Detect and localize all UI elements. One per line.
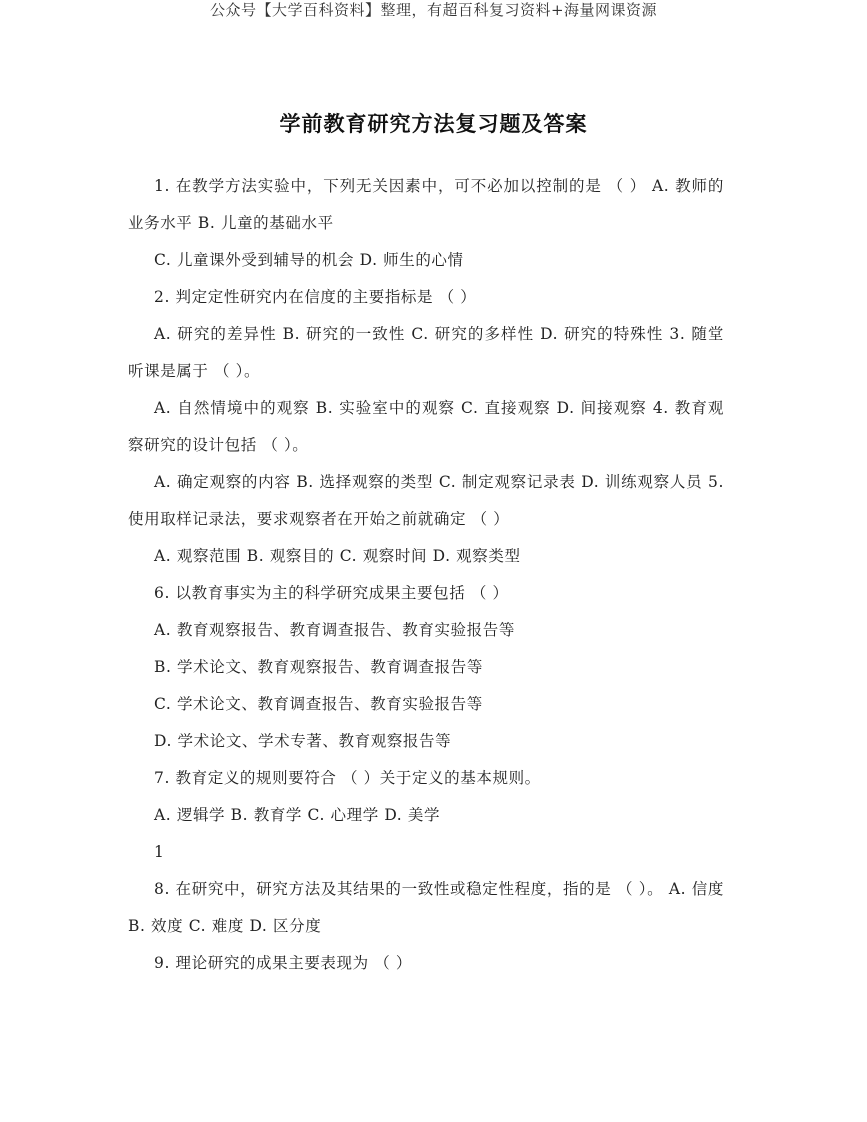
paragraph-q2-options: A. 研究的差异性 B. 研究的一致性 C. 研究的多样性 D. 研究的特殊性 3. 随堂听课是属于 （ ）。 [128,325,724,380]
paragraph-q4-options: A. 确定观察的内容 B. 选择观察的类型 C. 制定观察记录表 D. 训练观察人员 5. 使用取样记录法，要求观察者在开始之前就确定 （ ） [128,473,724,528]
paragraph-q9: 9. 理论研究的成果主要表现为 （ ） [154,954,412,972]
paragraph-q6-option-d: D. 学术论文、学术专著、教育观察报告等 [154,732,452,750]
header-note: 公众号【大学百科资料】整理，有超百科复习资料+海量网课资源 [209,1,658,19]
page-number: 1 [154,843,165,861]
document-body [128,168,724,982]
paragraph-q7-options: A. 逻辑学 B. 教育学 C. 心理学 D. 美学 [154,806,441,824]
paragraph-q6-option-c: C. 学术论文、教育调查报告、教育实验报告等 [154,695,483,713]
document-title: 学前教育研究方法复习题及答案 [279,111,588,136]
paragraph-q8: 8. 在研究中，研究方法及其结果的一致性或稳定性程度，指的是 （ ）。 A. 信度 B. 效度 C. 难度 D. 区分度 [128,880,724,935]
paragraph-q3-options: A. 自然情境中的观察 B. 实验室中的观察 C. 直接观察 D. 间接观察 4. 教育观察研究的设计包括 （ ）。 [128,399,724,454]
paragraph-q6: 6. 以教育事实为主的科学研究成果主要包括 （ ） [154,584,509,602]
paragraph-q7: 7. 教育定义的规则要符合 （ ）关于定义的基本规则。 [154,769,541,787]
paragraph-q1-options: C. 儿童课外受到辅导的机会 D. 师生的心情 [154,251,464,269]
paragraph-q6-option-b: B. 学术论文、教育观察报告、教育调查报告等 [154,658,483,676]
paragraph-q6-option-a: A. 教育观察报告、教育调查报告、教育实验报告等 [154,621,515,639]
paragraph-q2: 2. 判定定性研究内在信度的主要指标是 （ ） [154,288,477,306]
paragraph-q5-options: A. 观察范围 B. 观察目的 C. 观察时间 D. 观察类型 [154,547,521,565]
paragraph-q1: 1. 在教学方法实验中，下列无关因素中，可不必加以控制的是 （ ） A. 教师的业务水平 B. 儿童的基础水平 [128,177,724,232]
